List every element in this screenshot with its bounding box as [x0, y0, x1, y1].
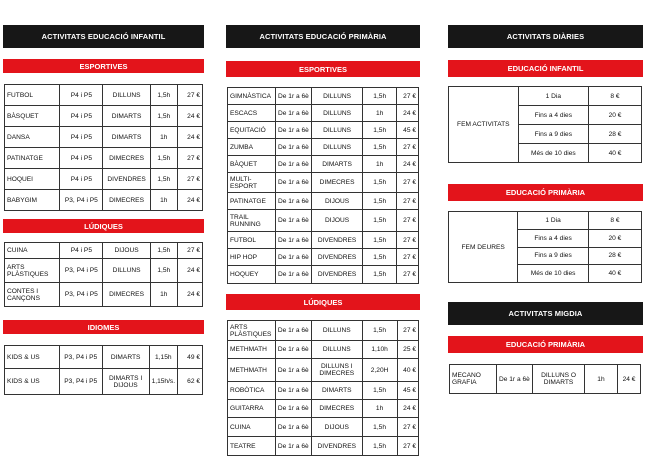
- activity-name-cell: TEATRE: [228, 437, 276, 456]
- course-range-cell: De 1r a 6è: [275, 173, 311, 193]
- weekday-cell: DIJOUS: [312, 193, 363, 210]
- weekday-cell: DIVENDRES: [312, 266, 363, 284]
- price-cell: 27 €: [177, 169, 202, 190]
- activity-name-cell: ZUMBA: [228, 139, 276, 156]
- price-cell: 24 €: [177, 190, 202, 211]
- price-table-label: FEM DEURES: [449, 212, 518, 283]
- table-row: [228, 341, 419, 359]
- activity-name-cell: ROBÒTICA: [228, 382, 276, 400]
- price-cell: 27 €: [397, 193, 419, 210]
- weekday-cell: DIVENDRES: [312, 232, 363, 249]
- duration-cell: 1h: [150, 190, 177, 211]
- weekday-cell: DIMECRES: [311, 400, 362, 418]
- table-row: [5, 243, 203, 259]
- course-range-cell: De 1r a 6è: [275, 139, 311, 156]
- table-row: [228, 400, 419, 418]
- course-range-cell: De 1r a 6è: [496, 365, 533, 394]
- duration-option: Fins a 4 dies: [518, 106, 588, 125]
- course-range-cell: P4 i P5: [60, 85, 103, 106]
- weekday-cell: DIMARTS: [103, 106, 150, 127]
- table-row: [5, 369, 203, 395]
- activity-name-cell: MECANO GRAFIA: [450, 365, 497, 394]
- price-cell: 27 €: [397, 88, 419, 105]
- duration-cell: 1,5h: [362, 321, 397, 341]
- price-cell: 24 €: [397, 105, 419, 122]
- diaries-primaria-title: EDUCACIÓ PRIMÀRIA: [448, 184, 643, 201]
- course-range-cell: De 1r a 6è: [275, 341, 311, 359]
- weekday-cell: DILLUNS I DIMECRES: [311, 359, 362, 382]
- price-cell: 27 €: [397, 437, 418, 456]
- course-range-cell: P3, P4 i P5: [60, 190, 103, 211]
- duration-cell: 1,10h: [362, 341, 397, 359]
- activity-name-cell: PATINATGE: [5, 148, 60, 169]
- weekday-cell: DIVENDRES: [312, 249, 363, 266]
- activity-name-cell: METHMATH: [228, 341, 276, 359]
- weekday-cell: DIMARTS: [312, 156, 363, 173]
- price-cell: 27 €: [177, 85, 202, 106]
- primaria-header: ACTIVITATS EDUCACIÓ PRIMÀRIA: [226, 25, 420, 48]
- activity-name-cell: ARTS PLÀSTIQUES: [228, 321, 276, 341]
- duration-cell: 1,5h: [363, 249, 397, 266]
- duration-cell: 1,5h: [363, 266, 397, 284]
- table-row: [228, 210, 419, 232]
- course-range-cell: De 1r a 6è: [275, 400, 311, 418]
- duration-option: Fins a 9 dies: [518, 247, 589, 265]
- table-row: [5, 169, 203, 190]
- duration-option: Fins a 9 dies: [518, 125, 588, 144]
- infantil-esportives-table: [4, 84, 203, 211]
- table-row: [5, 106, 203, 127]
- course-range-cell: De 1r a 6è: [275, 193, 311, 210]
- weekday-cell: DIVENDRES: [311, 437, 362, 456]
- price-cell: 25 €: [397, 341, 418, 359]
- activity-name-cell: BABYGIM: [5, 190, 60, 211]
- price-cell: 27 €: [397, 173, 419, 193]
- price-cell: 27 €: [397, 418, 418, 437]
- weekday-cell: DILLUNS: [311, 321, 362, 341]
- migdia-table: [449, 364, 641, 394]
- course-range-cell: P3, P4 i P5: [60, 283, 103, 307]
- price-cell: 40 €: [397, 359, 418, 382]
- table-row: [228, 232, 419, 249]
- duration-cell: 2,20H: [362, 359, 397, 382]
- course-range-cell: P4 i P5: [60, 127, 103, 148]
- table-row: [228, 193, 419, 210]
- weekday-cell: DILLUNS: [312, 122, 363, 139]
- price-cell: 24 €: [177, 259, 202, 283]
- duration-cell: 1,15h/s.: [149, 369, 177, 395]
- activity-name-cell: HIP HOP: [228, 249, 276, 266]
- duration-cell: 1,5h: [363, 139, 397, 156]
- activity-name-cell: FUTBOL: [5, 85, 60, 106]
- table-row: [5, 346, 203, 369]
- infantil-ludiques-title: LÚDIQUES: [3, 219, 204, 233]
- course-range-cell: P3, P4 i P5: [59, 346, 102, 369]
- course-range-cell: De 1r a 6è: [275, 88, 311, 105]
- price-value: 8 €: [588, 212, 641, 230]
- weekday-cell: DIMARTS: [103, 127, 150, 148]
- course-range-cell: De 1r a 6è: [275, 249, 311, 266]
- course-range-cell: De 1r a 6è: [275, 105, 311, 122]
- weekday-cell: DIJOUS: [312, 210, 363, 232]
- course-range-cell: P3, P4 i P5: [60, 259, 103, 283]
- duration-cell: 1,5h: [363, 210, 397, 232]
- table-row: [228, 88, 419, 105]
- price-cell: 24 €: [177, 283, 202, 307]
- price-cell: 27 €: [397, 266, 419, 284]
- price-cell: 24 €: [397, 400, 418, 418]
- price-cell: 24 €: [617, 365, 640, 394]
- table-row: [5, 127, 203, 148]
- primaria-ludiques-title: LÚDIQUES: [226, 294, 420, 310]
- table-row: [228, 266, 419, 284]
- activity-name-cell: HOQUEY: [228, 266, 276, 284]
- price-row: [449, 87, 642, 106]
- infantil-idiomes-title: IDIOMES: [3, 320, 204, 334]
- price-value: 20 €: [588, 229, 641, 247]
- table-row: [228, 437, 419, 456]
- course-range-cell: P4 i P5: [60, 243, 103, 259]
- activity-name-cell: FUTBOL: [228, 232, 276, 249]
- price-table-label: FEM ACTIVITATS: [449, 87, 519, 163]
- weekday-cell: DIMECRES: [103, 190, 150, 211]
- activity-name-cell: TRAIL RUNNING: [228, 210, 276, 232]
- course-range-cell: P4 i P5: [60, 148, 103, 169]
- price-cell: 49 €: [178, 346, 203, 369]
- weekday-cell: DIMARTS I DIJOUS: [102, 369, 149, 395]
- price-cell: 45 €: [397, 382, 418, 400]
- duration-cell: 1,15h: [149, 346, 177, 369]
- weekday-cell: DIMECRES: [103, 148, 150, 169]
- table-row: [228, 156, 419, 173]
- duration-cell: 1,5h: [363, 232, 397, 249]
- weekday-cell: DIMECRES: [103, 283, 150, 307]
- price-cell: 27 €: [397, 210, 419, 232]
- weekday-cell: DILLUNS: [312, 105, 363, 122]
- price-value: 20 €: [589, 106, 642, 125]
- migdia-primaria-title: EDUCACIÓ PRIMÀRIA: [448, 336, 643, 353]
- table-row: [450, 365, 641, 394]
- table-row: [5, 283, 203, 307]
- course-range-cell: De 1r a 6è: [275, 359, 311, 382]
- activity-name-cell: HOQUEI: [5, 169, 60, 190]
- duration-cell: 1,5h: [362, 382, 397, 400]
- table-row: [228, 382, 419, 400]
- activity-name-cell: KIDS & US: [5, 369, 60, 395]
- duration-cell: 1,5h: [363, 173, 397, 193]
- weekday-cell: DIVENDRES: [103, 169, 150, 190]
- price-cell: 24 €: [177, 106, 202, 127]
- table-row: [5, 259, 203, 283]
- price-cell: 27 €: [177, 243, 202, 259]
- duration-cell: 1,5h: [150, 85, 177, 106]
- course-range-cell: P4 i P5: [60, 169, 103, 190]
- price-cell: 27 €: [397, 139, 419, 156]
- weekday-cell: DILLUNS O DIMARTS: [533, 365, 585, 394]
- price-row: [449, 212, 642, 230]
- weekday-cell: DIMARTS: [311, 382, 362, 400]
- price-value: 40 €: [588, 265, 641, 283]
- course-range-cell: De 1r a 6è: [275, 210, 311, 232]
- duration-cell: 1,5h: [150, 243, 177, 259]
- weekday-cell: DILLUNS: [103, 259, 150, 283]
- activity-name-cell: BÀQUET: [228, 156, 276, 173]
- infantil-esportives-title: ESPORTIVES: [3, 59, 204, 73]
- activity-name-cell: GUITARRA: [228, 400, 276, 418]
- table-row: [228, 321, 419, 341]
- table-row: [5, 85, 203, 106]
- diaries-infantil-table: [448, 86, 642, 163]
- duration-cell: 1h: [150, 283, 177, 307]
- table-row: [228, 105, 419, 122]
- duration-cell: 1h: [363, 156, 397, 173]
- price-value: 8 €: [589, 87, 642, 106]
- duration-cell: 1,5h: [363, 88, 397, 105]
- duration-cell: 1h: [362, 400, 397, 418]
- table-row: [228, 122, 419, 139]
- course-range-cell: De 1r a 6è: [275, 232, 311, 249]
- duration-cell: 1,5h: [362, 418, 397, 437]
- diaries-primaria-table: [448, 211, 642, 283]
- duration-cell: 1,5h: [362, 437, 397, 456]
- price-cell: 27 €: [397, 249, 419, 266]
- primaria-esportives-title: ESPORTIVES: [226, 61, 420, 77]
- table-row: [5, 148, 203, 169]
- duration-cell: 1,5h: [363, 122, 397, 139]
- activity-name-cell: KIDS & US: [5, 346, 60, 369]
- weekday-cell: DIMARTS: [102, 346, 149, 369]
- activity-name-cell: ARTS PLÀSTIQUES: [5, 259, 60, 283]
- duration-cell: 1,5h: [363, 193, 397, 210]
- price-cell: 24 €: [397, 156, 419, 173]
- weekday-cell: DILLUNS: [312, 88, 363, 105]
- table-row: [228, 249, 419, 266]
- duration-cell: 1h: [363, 105, 397, 122]
- price-cell: 27 €: [177, 148, 202, 169]
- weekday-cell: DIJOUS: [103, 243, 150, 259]
- activity-name-cell: GIMNÀSTICA: [228, 88, 276, 105]
- weekday-cell: DILLUNS: [311, 341, 362, 359]
- course-range-cell: De 1r a 6è: [275, 156, 311, 173]
- migdia-header: ACTIVITATS MIGDIA: [448, 302, 643, 325]
- primaria-esportives-table: [227, 87, 419, 284]
- duration-cell: 1,5h: [150, 259, 177, 283]
- duration-cell: 1h: [584, 365, 617, 394]
- table-row: [228, 418, 419, 437]
- activity-name-cell: ESCACS: [228, 105, 276, 122]
- activity-name-cell: CUINA: [228, 418, 276, 437]
- activity-name-cell: BÀSQUET: [5, 106, 60, 127]
- price-cell: 27 €: [397, 232, 419, 249]
- infantil-ludiques-table: [4, 242, 203, 307]
- primaria-ludiques-table: [227, 320, 419, 456]
- activity-name-cell: CUINA: [5, 243, 60, 259]
- weekday-cell: DILLUNS: [103, 85, 150, 106]
- table-row: [228, 173, 419, 193]
- infantil-idiomes-table: [4, 345, 203, 395]
- duration-option: Més de 10 dies: [518, 265, 589, 283]
- course-range-cell: De 1r a 6è: [275, 382, 311, 400]
- price-cell: 62 €: [178, 369, 203, 395]
- diaries-header: ACTIVITATS DIÀRIES: [448, 25, 643, 48]
- activity-name-cell: PATINATGE: [228, 193, 276, 210]
- course-range-cell: P3, P4 i P5: [59, 369, 102, 395]
- duration-option: 1 Dia: [518, 87, 588, 106]
- course-range-cell: De 1r a 6è: [275, 266, 311, 284]
- activity-name-cell: METHMATH: [228, 359, 276, 382]
- duration-option: Més de 10 dies: [518, 144, 588, 163]
- activity-name-cell: DANSA: [5, 127, 60, 148]
- weekday-cell: DIMECRES: [312, 173, 363, 193]
- activity-name-cell: EQUITACIÓ: [228, 122, 276, 139]
- diaries-infantil-title: EDUCACIÓ INFANTIL: [448, 60, 643, 77]
- infantil-header: ACTIVITATS EDUCACIÓ INFANTIL: [3, 25, 204, 48]
- weekday-cell: DIJOUS: [311, 418, 362, 437]
- price-cell: 45 €: [397, 122, 419, 139]
- duration-option: 1 Dia: [518, 212, 589, 230]
- price-cell: 27 €: [397, 321, 418, 341]
- duration-cell: 1,5h: [150, 169, 177, 190]
- activity-name-cell: CONTES I CANÇONS: [5, 283, 60, 307]
- table-row: [228, 359, 419, 382]
- duration-cell: 1,5h: [150, 148, 177, 169]
- table-row: [5, 190, 203, 211]
- price-value: 28 €: [588, 247, 641, 265]
- course-range-cell: De 1r a 6è: [275, 418, 311, 437]
- duration-cell: 1,5h: [150, 106, 177, 127]
- price-value: 40 €: [589, 144, 642, 163]
- course-range-cell: De 1r a 6è: [275, 122, 311, 139]
- course-range-cell: P4 i P5: [60, 106, 103, 127]
- table-row: [228, 139, 419, 156]
- weekday-cell: DILLUNS: [312, 139, 363, 156]
- duration-cell: 1h: [150, 127, 177, 148]
- course-range-cell: De 1r a 6è: [275, 437, 311, 456]
- price-value: 28 €: [589, 125, 642, 144]
- activity-name-cell: MULTI-ESPORT: [228, 173, 276, 193]
- course-range-cell: De 1r a 6è: [275, 321, 311, 341]
- duration-option: Fins a 4 dies: [518, 229, 589, 247]
- price-cell: 24 €: [177, 127, 202, 148]
